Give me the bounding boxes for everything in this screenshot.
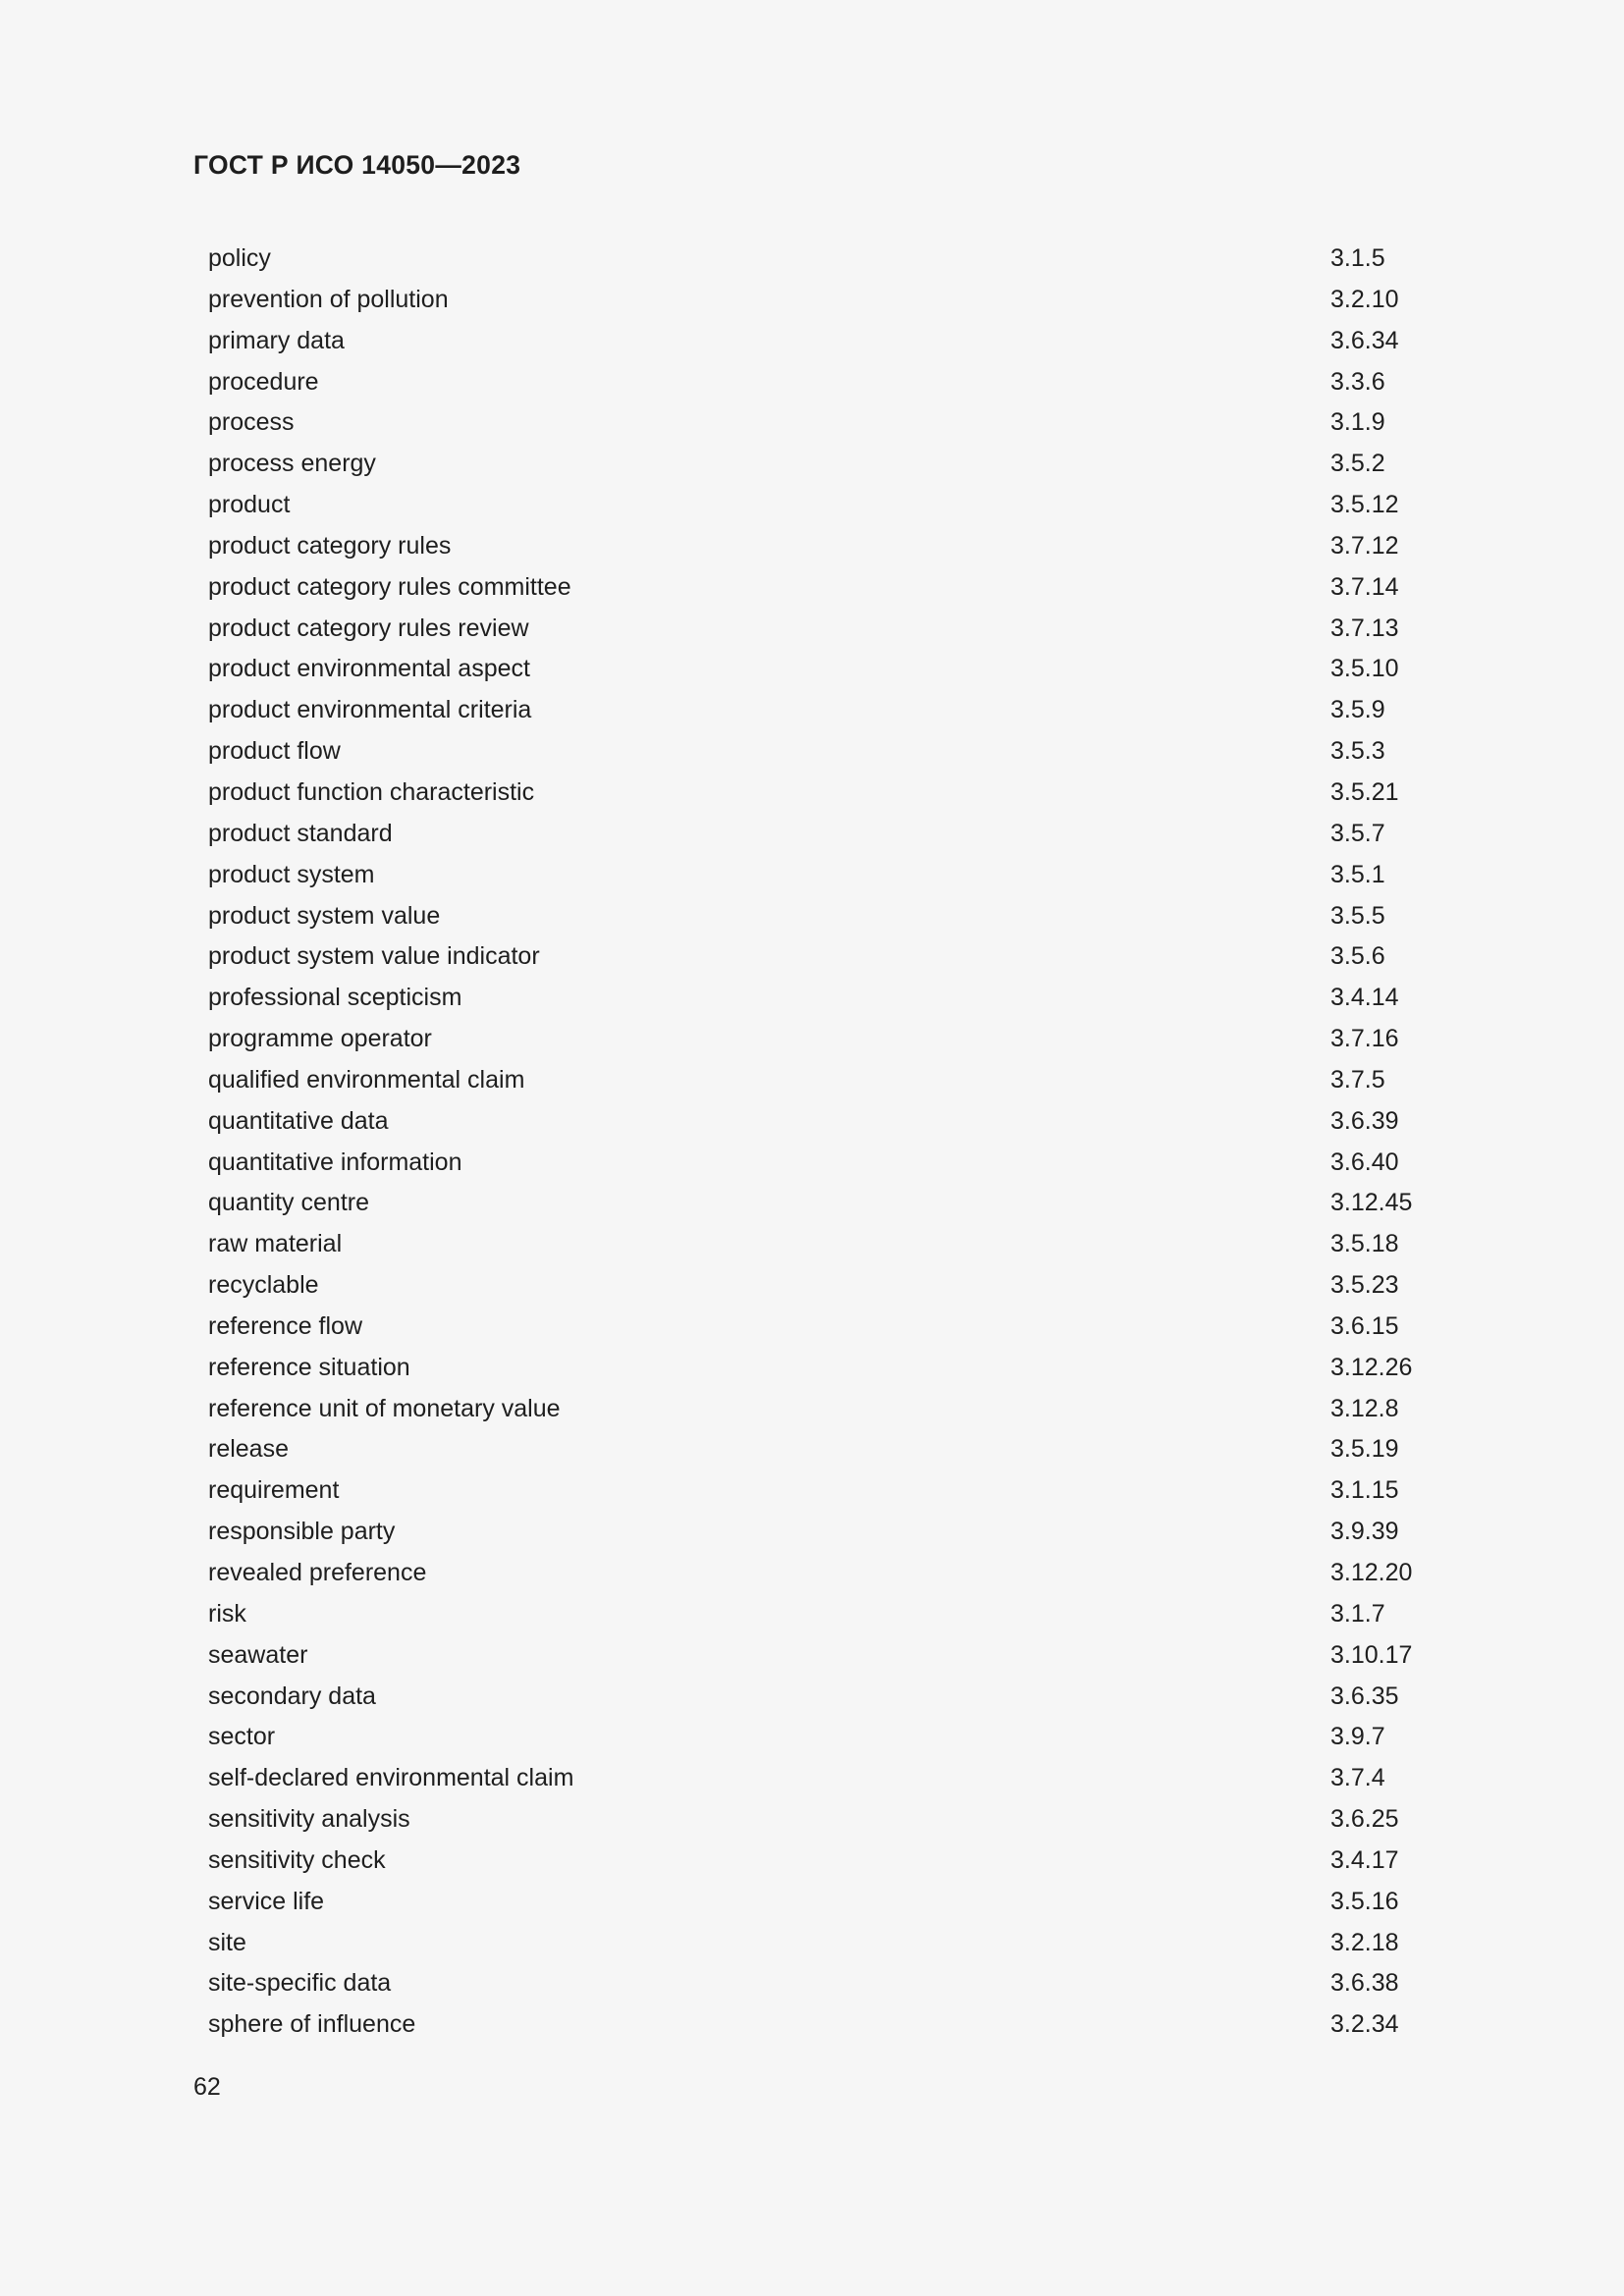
index-entry	[208, 567, 1485, 609]
index-reference: 3.4.17	[1330, 1845, 1399, 1874]
index-entry	[208, 1594, 1485, 1635]
index-entry	[208, 239, 1485, 280]
index-entry	[208, 814, 1485, 855]
index-entry	[208, 1019, 1485, 1060]
index-reference: 3.5.16	[1330, 1887, 1399, 1915]
index-entry	[208, 1470, 1485, 1512]
index-term: risk	[208, 1599, 246, 1628]
index-reference: 3.2.18	[1330, 1928, 1399, 1956]
index-term: product function characteristic	[208, 777, 535, 806]
index-entry	[208, 280, 1485, 321]
index-entry	[208, 731, 1485, 773]
index-reference: 3.5.3	[1330, 737, 1385, 766]
index-reference: 3.6.25	[1330, 1805, 1399, 1834]
index-entry	[208, 444, 1485, 485]
index-reference: 3.7.13	[1330, 614, 1399, 642]
index-entry	[208, 936, 1485, 978]
index-term: procedure	[208, 367, 319, 396]
index-reference: 3.5.10	[1330, 655, 1399, 683]
index-entry	[208, 1143, 1485, 1184]
index-term: product environmental criteria	[208, 696, 532, 724]
index-entry	[208, 526, 1485, 567]
index-term: product category rules committee	[208, 572, 571, 601]
index-entry	[208, 362, 1485, 403]
index-term: site-specific data	[208, 1969, 392, 1998]
index-entry	[208, 1677, 1485, 1718]
index-entry	[208, 609, 1485, 650]
index-entry	[208, 1348, 1485, 1389]
index-entry	[208, 2004, 1485, 2046]
index-entry	[208, 1389, 1485, 1430]
index-reference: 3.5.7	[1330, 819, 1385, 847]
index-term: product category rules review	[208, 614, 529, 642]
index-reference: 3.5.2	[1330, 450, 1385, 478]
index-reference: 3.7.4	[1330, 1764, 1385, 1792]
index-term: product system value indicator	[208, 942, 540, 971]
index-entry	[208, 1265, 1485, 1307]
index-entry	[208, 1224, 1485, 1265]
index-term: policy	[208, 244, 271, 272]
index-term: primary data	[208, 326, 345, 354]
index-reference: 3.5.9	[1330, 696, 1385, 724]
index-reference: 3.9.39	[1330, 1518, 1399, 1546]
index-entry	[208, 485, 1485, 526]
index-term: quantity centre	[208, 1189, 369, 1217]
index-entry	[208, 1963, 1485, 2004]
index-reference: 3.5.1	[1330, 860, 1385, 888]
index-entry	[208, 1882, 1485, 1923]
index-reference: 3.12.20	[1330, 1559, 1413, 1586]
index-entry	[208, 1923, 1485, 1964]
index-term: quantitative information	[208, 1148, 462, 1176]
index-term: site	[208, 1928, 246, 1956]
document-header: ГОСТ Р ИСО 14050—2023	[193, 150, 521, 180]
index-reference: 3.5.6	[1330, 942, 1385, 971]
index-entry	[208, 978, 1485, 1019]
index-entry	[208, 1183, 1485, 1224]
index-term: reference situation	[208, 1353, 410, 1381]
index-entry	[208, 690, 1485, 731]
index-reference: 3.10.17	[1330, 1640, 1413, 1669]
index-term: process energy	[208, 450, 376, 478]
index-term: programme operator	[208, 1025, 432, 1053]
index-term: sector	[208, 1723, 276, 1751]
index-reference: 3.1.5	[1330, 244, 1385, 272]
index-term: recyclable	[208, 1271, 319, 1300]
index-term: product standard	[208, 819, 393, 847]
index-term: self-declared environmental claim	[208, 1764, 574, 1792]
index-entry	[208, 1799, 1485, 1841]
page-number: 62	[193, 2073, 221, 2101]
index-reference: 3.7.16	[1330, 1025, 1399, 1053]
index-entry	[208, 1307, 1485, 1348]
index-entry	[208, 1635, 1485, 1677]
index-reference: 3.7.5	[1330, 1065, 1385, 1094]
index-term: process	[208, 408, 295, 437]
index-term: requirement	[208, 1476, 340, 1505]
index-term: professional scepticism	[208, 984, 462, 1012]
index-reference: 3.6.34	[1330, 326, 1399, 354]
index-reference: 3.6.35	[1330, 1682, 1399, 1710]
index-term: service life	[208, 1887, 325, 1915]
index-reference: 3.12.45	[1330, 1189, 1413, 1217]
index-term: revealed preference	[208, 1559, 427, 1586]
index-reference: 3.5.23	[1330, 1271, 1399, 1300]
index-term: reference unit of monetary value	[208, 1394, 561, 1422]
index-reference: 3.5.18	[1330, 1230, 1399, 1258]
index-entry	[208, 773, 1485, 814]
index-term: sensitivity check	[208, 1845, 386, 1874]
index-entry	[208, 896, 1485, 937]
index-entry	[208, 855, 1485, 896]
index-term: sphere of influence	[208, 2010, 416, 2039]
index-term: prevention of pollution	[208, 285, 449, 313]
index-term: reference flow	[208, 1311, 363, 1340]
index-reference: 3.5.21	[1330, 777, 1399, 806]
index-entry	[208, 1841, 1485, 1882]
index-term: product category rules	[208, 531, 452, 560]
index-reference: 3.7.12	[1330, 531, 1399, 560]
index-entry	[208, 649, 1485, 690]
index-term: responsible party	[208, 1518, 396, 1546]
index-term: quantitative data	[208, 1106, 389, 1135]
index-term: product system value	[208, 901, 441, 930]
index-term: product environmental aspect	[208, 655, 530, 683]
index-entry	[208, 402, 1485, 444]
index-entry	[208, 1060, 1485, 1101]
index-term: product flow	[208, 737, 341, 766]
index-term: raw material	[208, 1230, 343, 1258]
index-reference: 3.6.39	[1330, 1106, 1399, 1135]
index-entry	[208, 1717, 1485, 1758]
index-entry	[208, 1512, 1485, 1553]
index-reference: 3.12.26	[1330, 1353, 1413, 1381]
index-reference: 3.5.19	[1330, 1435, 1399, 1464]
index-reference: 3.3.6	[1330, 367, 1385, 396]
index-entry	[208, 321, 1485, 362]
index-term: product	[208, 491, 291, 519]
index-reference: 3.4.14	[1330, 984, 1399, 1012]
index-term: release	[208, 1435, 289, 1464]
index-reference: 3.6.15	[1330, 1311, 1399, 1340]
index-reference: 3.1.15	[1330, 1476, 1399, 1505]
index-entry	[208, 1758, 1485, 1799]
index-reference: 3.12.8	[1330, 1394, 1399, 1422]
index-term: qualified environmental claim	[208, 1065, 525, 1094]
index-term: secondary data	[208, 1682, 376, 1710]
index-entry	[208, 1429, 1485, 1470]
index-reference: 3.7.14	[1330, 572, 1399, 601]
term-index-list	[208, 239, 1485, 2046]
index-reference: 3.5.12	[1330, 491, 1399, 519]
index-reference: 3.2.34	[1330, 2010, 1399, 2039]
index-reference: 3.5.5	[1330, 901, 1385, 930]
index-reference: 3.1.7	[1330, 1599, 1385, 1628]
index-reference: 3.1.9	[1330, 408, 1385, 437]
index-reference: 3.9.7	[1330, 1723, 1385, 1751]
index-entry	[208, 1553, 1485, 1594]
index-reference: 3.6.40	[1330, 1148, 1399, 1176]
index-term: sensitivity analysis	[208, 1805, 410, 1834]
index-term: seawater	[208, 1640, 308, 1669]
index-reference: 3.2.10	[1330, 285, 1399, 313]
index-term: product system	[208, 860, 375, 888]
index-entry	[208, 1101, 1485, 1143]
index-reference: 3.6.38	[1330, 1969, 1399, 1998]
